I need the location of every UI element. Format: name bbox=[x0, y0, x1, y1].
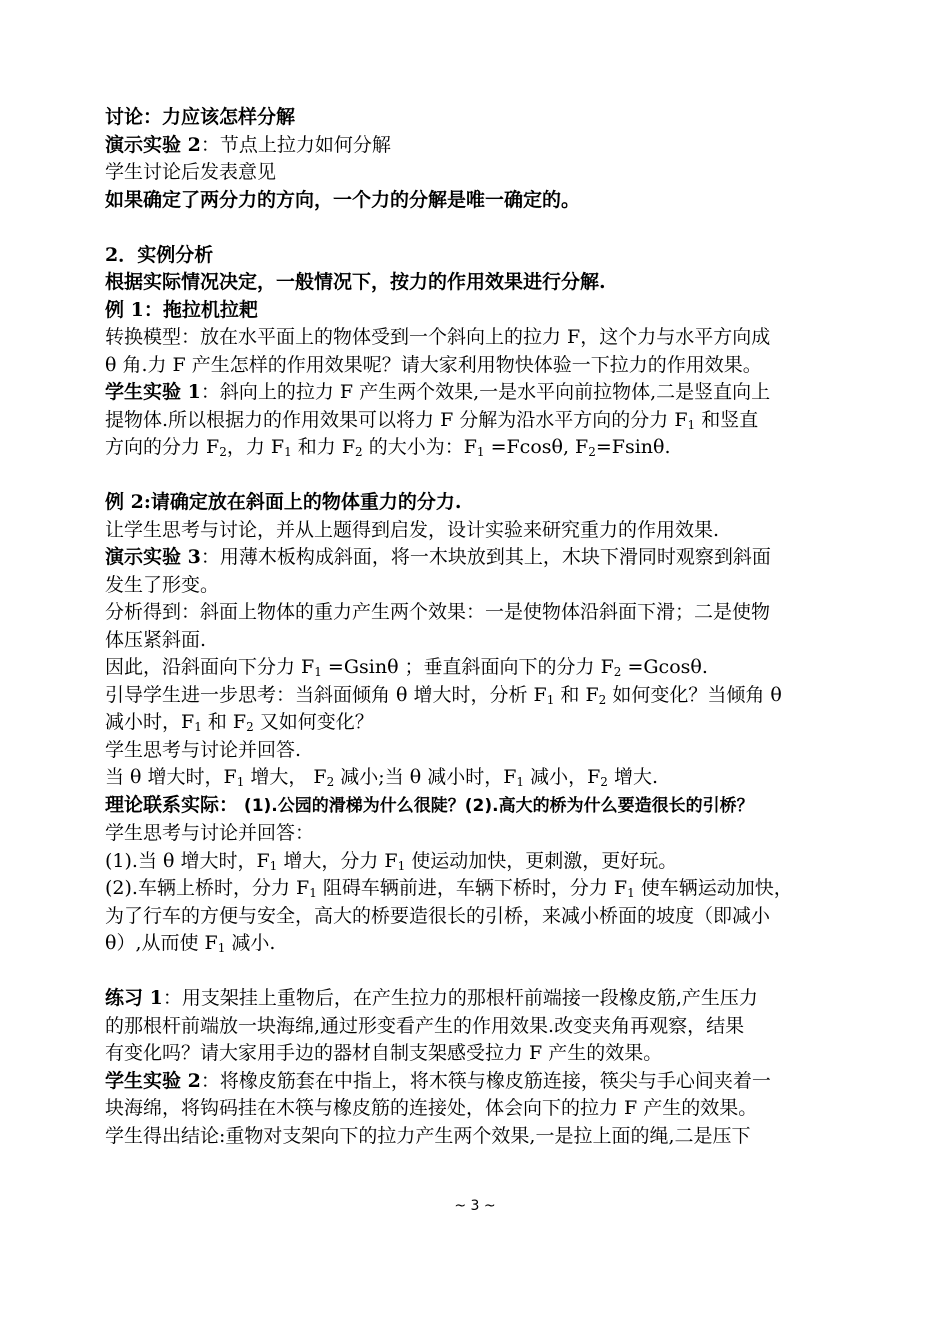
text-line bbox=[105, 104, 851, 132]
blank-line bbox=[105, 958, 851, 986]
text-span: 为了行车的方便与安全，高大的桥要造很长的引桥，来减小桥面的坡度（即减小 bbox=[105, 904, 771, 927]
bold-text: 学生实验 2 bbox=[105, 1069, 201, 1092]
subscript: 1 bbox=[194, 720, 202, 734]
text-span: 又如何变化？ bbox=[253, 711, 374, 733]
text-span: 增大， F bbox=[244, 766, 327, 788]
subscript: 1 bbox=[269, 858, 278, 873]
subscript: 1 bbox=[516, 775, 525, 789]
text-span: 减小. bbox=[225, 932, 276, 954]
text-span: ：斜向上的拉力 F 产生两个效果,一是水平向前拉物体,二是竖直向上 bbox=[200, 381, 771, 403]
text-line bbox=[105, 379, 851, 407]
bold-text: 演示实验 3 bbox=[105, 546, 201, 568]
bold-text: 例 2:请确定放在斜面上的物体重力的分力. bbox=[105, 491, 462, 513]
text-span: ，力 F bbox=[226, 436, 285, 458]
text-line bbox=[105, 985, 851, 1013]
subscript: 1 bbox=[397, 858, 406, 873]
subscript: 1 bbox=[314, 665, 322, 679]
text-span: 和力 F bbox=[291, 436, 356, 458]
subscript: 1 bbox=[284, 445, 292, 459]
text-span: 有变化吗？请大家用手边的器材自制支架感受拉力 F 产生的效果。 bbox=[105, 1042, 663, 1064]
subscript: 2 bbox=[326, 775, 335, 789]
text-line bbox=[105, 434, 851, 462]
text-span: 和 F bbox=[201, 711, 247, 733]
text-span: 的那根杆前端放一块海绵,通过形变看产生的作用效果.改变夹角再观察，结果 bbox=[105, 1014, 745, 1037]
text-line bbox=[105, 407, 851, 435]
bold-text: 根据实际情况决定，一般情况下，按力的作用效果进行分解. bbox=[105, 271, 606, 293]
text-line bbox=[105, 187, 851, 215]
subscript: 2 bbox=[600, 775, 608, 789]
text-span: 学生得出结论:重物对支架向下的拉力产生两个效果,一是拉上面的绳,二是压下 bbox=[105, 1124, 751, 1147]
subscript: 2 bbox=[246, 720, 254, 734]
bold-text: 演示实验 2 bbox=[105, 133, 201, 156]
text-span: 块海绵，将钩码挂在木筷与橡皮筋的连接处，体会向下的拉力 F 产生的效果。 bbox=[105, 1097, 758, 1119]
text-span: =Fcosθ, F bbox=[484, 436, 589, 458]
text-line bbox=[105, 682, 851, 710]
bold-text: 如果确定了两分力的方向，一个力的分解是唯一确定的。 bbox=[105, 188, 581, 211]
text-span: 让学生思考与讨论，并从上题得到启发，设计实验来研究重力的作用效果. bbox=[105, 518, 720, 541]
text-span: 如何变化？当倾角 θ bbox=[606, 683, 782, 706]
text-span: 转换模型：放在水平面上的物体受到一个斜向上的拉力 F，这个力与水平方向成 bbox=[105, 326, 771, 348]
bold-text: 理论联系实际： bbox=[105, 793, 239, 816]
text-line bbox=[105, 1123, 851, 1151]
text-span: =Fsinθ. bbox=[595, 436, 671, 458]
page-number: ~ 3 ~ bbox=[454, 1198, 496, 1214]
text-line bbox=[105, 654, 851, 682]
text-line bbox=[105, 517, 851, 545]
text-line bbox=[105, 875, 851, 903]
bold-text: 讨论：力应该怎样分解 bbox=[105, 106, 296, 128]
text-line bbox=[105, 132, 851, 160]
text-line bbox=[105, 324, 851, 352]
text-span: 减小时，F bbox=[105, 711, 195, 733]
text-line bbox=[105, 297, 851, 325]
text-span: 减小，F bbox=[524, 766, 601, 788]
text-line bbox=[105, 599, 851, 627]
text-line bbox=[105, 903, 851, 931]
text-span: 提物体.所以根据力的作用效果可以将力 F 分解为沿水平方向的分力 F bbox=[105, 408, 688, 431]
text-line bbox=[105, 269, 851, 297]
text-span: 增大. bbox=[607, 766, 659, 788]
text-line bbox=[105, 820, 851, 848]
subscript: 2 bbox=[613, 665, 622, 679]
subscript: 1 bbox=[546, 692, 555, 707]
text-span: =Gsinθ ；垂直斜面向下的分力 F bbox=[321, 656, 614, 678]
subscript: 1 bbox=[217, 941, 226, 955]
text-line bbox=[105, 1013, 851, 1041]
text-span: 分析得到：斜面上物体的重力产生两个效果：一是使物体沿斜面下滑；二是使物 bbox=[105, 601, 771, 623]
subscript: 1 bbox=[476, 445, 485, 459]
subscript: 1 bbox=[309, 886, 317, 900]
subscript: 2 bbox=[598, 692, 607, 707]
text-span: 学生思考与讨论并回答. bbox=[105, 738, 302, 761]
text-span: 学生思考与讨论并回答： bbox=[105, 822, 315, 844]
text-line bbox=[105, 544, 851, 572]
text-span: 引导学生进一步思考：当斜面倾角 θ 增大时，分析 F bbox=[105, 683, 547, 706]
text-span: 学生讨论后发表意见 bbox=[105, 161, 277, 183]
text-line bbox=[105, 1040, 851, 1068]
text-line bbox=[105, 848, 851, 876]
text-span: 和竖直 bbox=[695, 408, 759, 431]
blank-line bbox=[105, 462, 851, 490]
text-span: 当 θ 增大时，F bbox=[105, 766, 237, 788]
text-line bbox=[105, 737, 851, 765]
text-span: 减小;当 θ 减小时，F bbox=[334, 766, 517, 788]
text-span: 使运动加快，更刺激，更好玩。 bbox=[405, 849, 678, 872]
subscript: 2 bbox=[588, 445, 596, 459]
subscript: 2 bbox=[219, 445, 227, 459]
bold-text: 练习 1 bbox=[105, 987, 163, 1009]
blank-line bbox=[105, 214, 851, 242]
text-span: (1).公园的滑梯为什么很陡？(2).高大的桥为什么要造很长的引桥？ bbox=[238, 795, 754, 816]
text-line bbox=[105, 627, 851, 655]
bold-text: 2．实例分析 bbox=[105, 243, 214, 266]
document-body bbox=[105, 104, 851, 1150]
text-span: 增大，分力 F bbox=[277, 849, 398, 872]
text-span: 发生了形变。 bbox=[105, 573, 220, 596]
text-span: ：将橡皮筋套在中指上，将木筷与橡皮筋连接，筷尖与手心间夹着一 bbox=[200, 1069, 771, 1092]
text-span: 的大小为：F bbox=[362, 436, 477, 458]
text-line bbox=[105, 352, 851, 380]
text-span: (1).当 θ 增大时，F bbox=[105, 849, 270, 872]
text-span: =Gcosθ. bbox=[621, 656, 708, 678]
text-span: ：用支架挂上重物后，在产生拉力的那根杆前端接一段橡皮筋,产生压力 bbox=[162, 987, 758, 1009]
text-span: ：用薄木板构成斜面，将一木块放到其上，木块下滑同时观察到斜面 bbox=[200, 546, 771, 568]
bold-text: 学生实验 1 bbox=[105, 381, 201, 403]
text-span: 和 F bbox=[554, 683, 599, 706]
text-span: (2).车辆上桥时，分力 F bbox=[105, 877, 310, 899]
subscript: 1 bbox=[627, 886, 635, 900]
text-line bbox=[105, 930, 851, 958]
subscript: 1 bbox=[236, 775, 245, 789]
text-span: ：节点上拉力如何分解 bbox=[200, 133, 391, 156]
text-line bbox=[105, 572, 851, 600]
text-line bbox=[105, 792, 851, 821]
text-span: 体压紧斜面. bbox=[105, 628, 207, 651]
text-span: 使车辆运动加快， bbox=[634, 877, 793, 899]
text-span: 方向的分力 F bbox=[105, 436, 220, 458]
text-line bbox=[105, 709, 851, 737]
bold-text: 例 1：拖拉机拉耙 bbox=[105, 298, 258, 321]
text-line bbox=[105, 1095, 851, 1123]
text-line bbox=[105, 489, 851, 517]
text-span: 因此，沿斜面向下分力 F bbox=[105, 656, 315, 678]
text-span: 阻碍车辆前进，车辆下桥时，分力 F bbox=[316, 877, 628, 899]
text-line bbox=[105, 764, 851, 792]
text-span: θ 角.力 F 产生怎样的作用效果呢？请大家利用物快体验一下拉力的作用效果。 bbox=[105, 353, 762, 376]
subscript: 1 bbox=[687, 417, 696, 432]
subscript: 2 bbox=[355, 445, 363, 459]
text-line bbox=[105, 242, 851, 270]
text-span: θ）,从而使 F bbox=[105, 932, 218, 954]
text-line bbox=[105, 1068, 851, 1096]
text-line bbox=[105, 159, 851, 187]
